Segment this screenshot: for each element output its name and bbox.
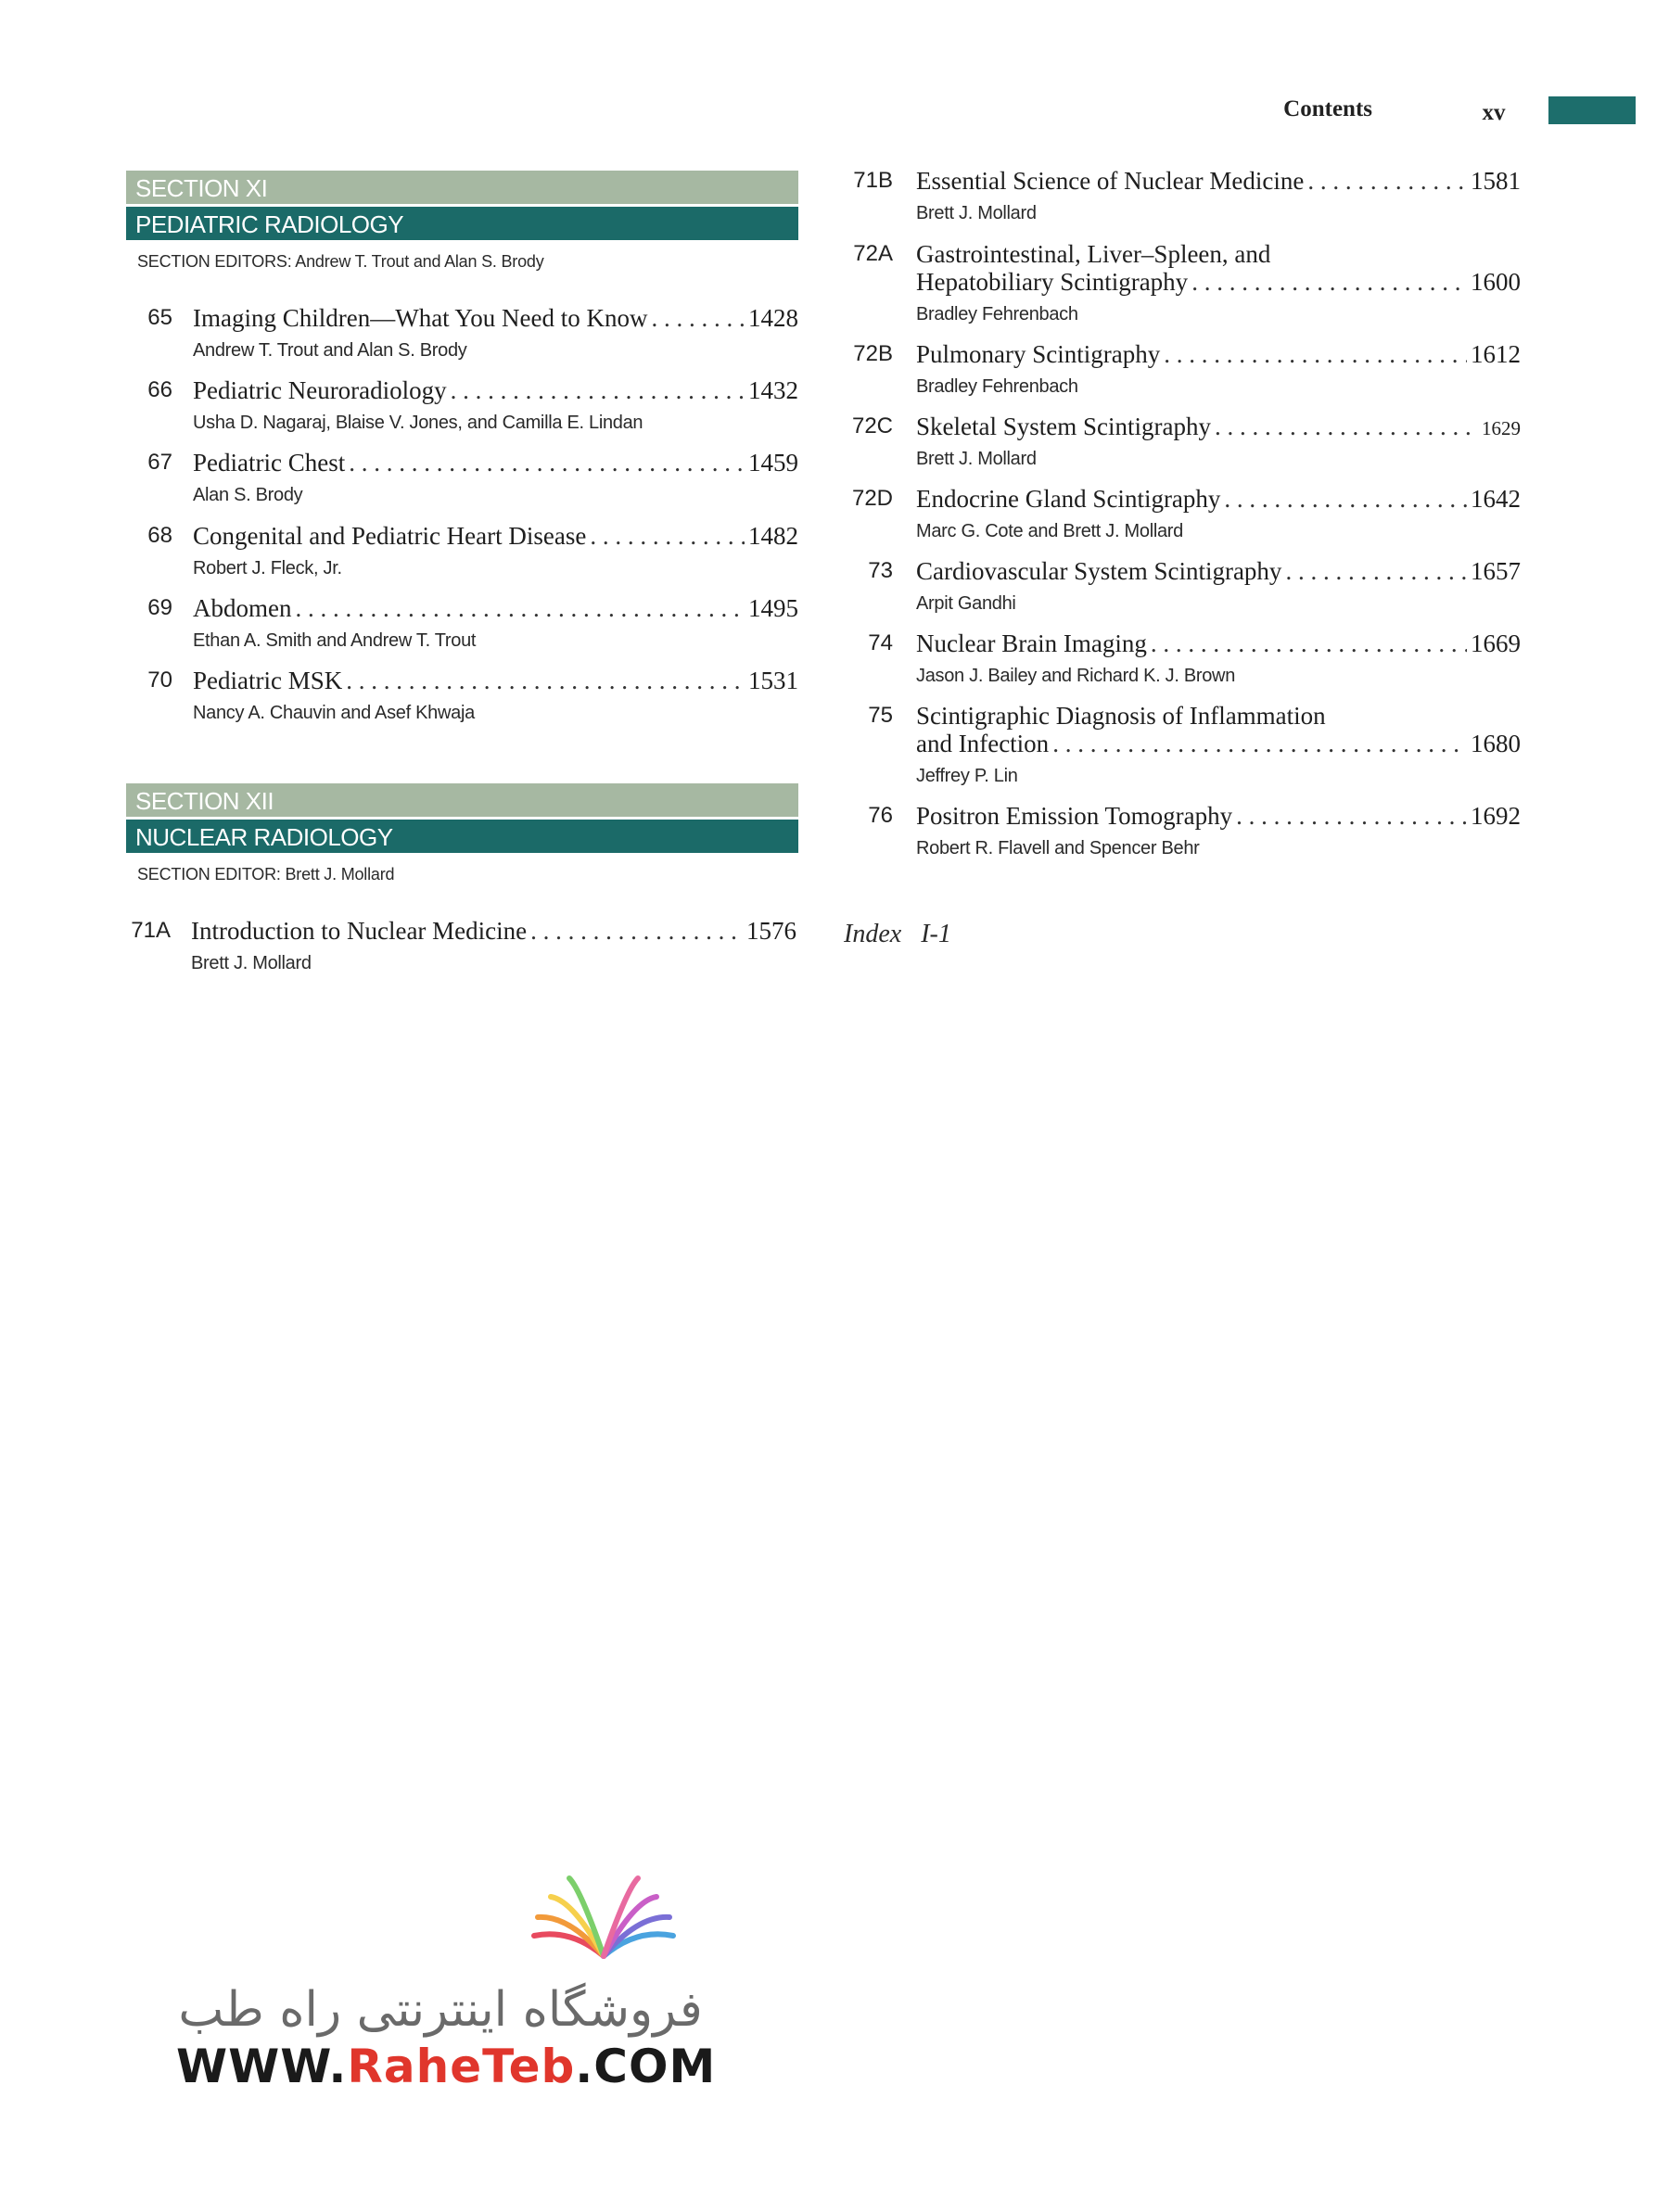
index-page: I-1 [921,920,951,948]
chapter-authors: Ethan A. Smith and Andrew T. Trout [193,630,477,651]
chapter-number: 72A [853,241,893,266]
watermark-persian-text: فروشگاه اینترنتی راه طب [178,1982,703,2038]
section-editors: SECTION EDITOR: Brett J. Mollard [137,865,395,884]
chapter-page: 1531 [748,667,798,694]
leader-dots [1215,413,1478,440]
chapter-title: Introduction to Nuclear Medicine [191,917,528,945]
chapter-page: 1680 [1471,730,1521,757]
open-book-logo-icon [516,1863,692,1965]
section-header-xii [126,783,798,853]
chapter-number: 74 [868,630,893,655]
chapter-page: 1576 [746,917,796,945]
chapter-page: 1432 [748,376,798,404]
chapter-title: Essential Science of Nuclear Medicine [916,167,1305,195]
section-number: SECTION XI [126,171,798,204]
chapter-title: Imaging Children—What You Need to Know [193,304,648,332]
leader-dots [295,594,745,622]
chapter-authors: Jason J. Bailey and Richard K. J. Brown [916,666,1236,686]
chapter-page: 1669 [1471,629,1521,657]
leader-dots [1164,340,1467,368]
chapter-title: Abdomen [193,594,292,622]
leader-dots [651,304,745,332]
chapter-title: Nuclear Brain Imaging [916,629,1147,657]
chapter-number: 75 [868,703,893,728]
chapter-authors: Brett J. Mollard [191,953,312,973]
chapter-number: 70 [147,667,172,693]
chapter-number: 76 [868,803,893,828]
url-suffix: .COM [575,2040,717,2093]
leader-dots [1151,629,1467,657]
chapter-authors: Robert R. Flavell and Spencer Behr [916,838,1200,858]
chapter-authors: Bradley Fehrenbach [916,304,1078,324]
chapter-number: 68 [147,523,172,548]
chapter-authors: Brett J. Mollard [916,203,1037,223]
index-label: Index [844,920,902,948]
chapter-authors: Jeffrey P. Lin [916,766,1018,786]
chapter-number: 71B [853,168,893,193]
chapter-number: 72C [851,413,893,439]
chapter-authors: Robert J. Fleck, Jr. [193,558,342,578]
chapter-page: 1642 [1471,485,1521,513]
chapter-page: 1459 [748,449,798,477]
chapter-page: 1482 [748,522,798,550]
running-header-title: Contents [1283,96,1372,121]
chapter-title: Endocrine Gland Scintigraphy [916,485,1221,513]
chapter-title-line1: Gastrointestinal, Liver–Spleen, and [916,240,1271,268]
chapter-page: 1692 [1471,802,1521,830]
chapter-number: 72B [853,341,893,366]
chapter-page: 1657 [1471,557,1521,585]
chapter-page: 1600 [1471,268,1521,296]
chapter-title: Positron Emission Tomography [916,802,1233,830]
chapter-authors: Bradley Fehrenbach [916,376,1078,397]
page-number: xv [1482,100,1506,125]
leader-dots [346,667,745,694]
leader-dots [530,917,743,945]
watermark-url [176,2040,717,2093]
chapter-page: 1581 [1471,167,1521,195]
chapter-authors: Nancy A. Chauvin and Asef Khwaja [193,703,475,723]
header-color-tab [1548,96,1636,124]
chapter-page: 1612 [1471,340,1521,368]
leader-dots [1307,167,1467,195]
chapter-number: 72D [851,486,893,511]
chapter-title: and Infection [916,730,1050,757]
chapter-page: 1629 [1482,417,1521,439]
section-number: SECTION XII [126,783,798,817]
chapter-number: 65 [147,305,172,330]
url-prefix: WWW. [176,2040,348,2093]
section-editors: SECTION EDITORS: Andrew T. Trout and Alan S. Brody [137,252,544,271]
section-name: PEDIATRIC RADIOLOGY [126,207,798,240]
leader-dots [1052,730,1467,757]
chapter-title: Pediatric Chest [193,449,346,477]
leader-dots [1191,268,1467,296]
chapter-page: 1495 [748,594,798,622]
index-entry[interactable] [844,920,951,949]
chapter-title: Cardiovascular System Scintigraphy [916,557,1282,585]
chapter-number: 69 [147,595,172,620]
chapter-title-line1: Scintigraphic Diagnosis of Inflammation [916,702,1326,730]
chapter-number: 73 [868,558,893,583]
chapter-number: 71A [131,918,171,943]
chapter-number: 67 [147,450,172,475]
section-name: NUCLEAR RADIOLOGY [126,820,798,853]
chapter-authors: Arpit Gandhi [916,593,1016,614]
chapter-title: Pediatric MSK [193,667,343,694]
chapter-title: Pediatric Neuroradiology [193,376,447,404]
chapter-authors: Brett J. Mollard [916,449,1037,469]
chapter-title: Skeletal System Scintigraphy [916,413,1211,440]
leader-dots [590,522,745,550]
leader-dots [1236,802,1467,830]
chapter-title: Pulmonary Scintigraphy [916,340,1161,368]
chapter-number: 66 [147,377,172,402]
section-header-xi [126,171,798,240]
chapter-title: Hepatobiliary Scintigraphy [916,268,1189,296]
leader-dots [1224,485,1467,513]
chapter-authors: Marc G. Cote and Brett J. Mollard [916,521,1183,541]
url-brand: RaheTeb [347,2040,576,2093]
chapter-authors: Usha D. Nagaraj, Blaise V. Jones, and Camilla E. Lindan [193,413,643,433]
chapter-authors: Alan S. Brody [193,485,303,505]
leader-dots [349,449,745,477]
leader-dots [1285,557,1467,585]
leader-dots [451,376,745,404]
chapter-title: Congenital and Pediatric Heart Disease [193,522,587,550]
chapter-page: 1428 [748,304,798,332]
chapter-authors: Andrew T. Trout and Alan S. Brody [193,340,467,361]
